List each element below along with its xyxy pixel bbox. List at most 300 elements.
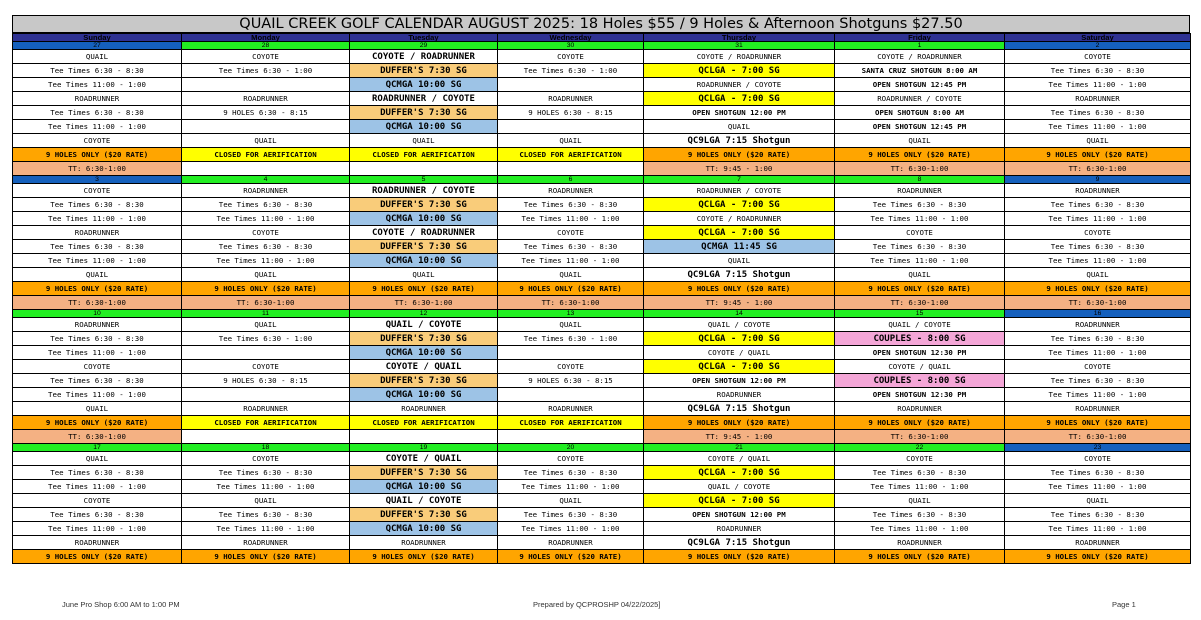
schedule-cell: OPEN SHOTGUN 12:30 PM <box>835 388 1005 402</box>
schedule-cell: Tee Times 6:30 - 8:30 <box>13 374 182 388</box>
schedule-row <box>13 198 1191 212</box>
schedule-cell: TT: 6:30-1:00 <box>13 296 182 310</box>
schedule-cell: QCMGA 10:00 SG <box>350 388 498 402</box>
schedule-cell: QUAIL <box>350 268 498 282</box>
schedule-cell: ROADRUNNER / COYOTE <box>350 184 498 198</box>
schedule-cell: ROADRUNNER <box>1005 318 1191 332</box>
schedule-cell: Tee Times 6:30 - 1:00 <box>182 64 350 78</box>
schedule-cell <box>498 120 644 134</box>
week-1-date-bar <box>13 42 1191 50</box>
date-cell[interactable]: 13 <box>498 310 644 318</box>
schedule-cell: Tee Times 6:30 - 1:00 <box>498 64 644 78</box>
schedule-cell: QCLGA - 7:00 SG <box>644 332 835 346</box>
schedule-cell: Tee Times 11:00 - 1:00 <box>13 78 182 92</box>
schedule-cell: TT: 9:45 - 1:00 <box>644 296 835 310</box>
schedule-cell: 9 HOLES ONLY ($20 RATE) <box>644 282 835 296</box>
schedule-cell: Tee Times 11:00 - 1:00 <box>182 254 350 268</box>
schedule-cell: DUFFER'S 7:30 SG <box>350 508 498 522</box>
schedule-cell: ROADRUNNER <box>498 184 644 198</box>
schedule-cell: COYOTE / QUAIL <box>644 452 835 466</box>
schedule-cell: ROADRUNNER <box>13 92 182 106</box>
schedule-cell: COYOTE <box>835 226 1005 240</box>
schedule-cell: ROADRUNNER <box>13 318 182 332</box>
schedule-row <box>13 134 1191 148</box>
date-cell[interactable]: 29 <box>350 42 498 50</box>
schedule-row <box>13 254 1191 268</box>
schedule-row <box>13 430 1191 444</box>
schedule-cell: 9 HOLES ONLY ($20 RATE) <box>182 282 350 296</box>
schedule-cell: ROADRUNNER <box>835 402 1005 416</box>
schedule-cell: 9 HOLES ONLY ($20 RATE) <box>835 148 1005 162</box>
schedule-cell: OPEN SHOTGUN 12:00 PM <box>644 374 835 388</box>
schedule-cell: COYOTE / ROADRUNNER <box>644 212 835 226</box>
schedule-cell: ROADRUNNER <box>13 226 182 240</box>
date-cell[interactable]: 3 <box>13 176 182 184</box>
schedule-cell: QUAIL <box>835 134 1005 148</box>
schedule-cell: TT: 9:45 - 1:00 <box>644 430 835 444</box>
schedule-cell: 9 HOLES ONLY ($20 RATE) <box>498 550 644 564</box>
date-cell[interactable]: 19 <box>350 444 498 452</box>
schedule-cell: 9 HOLES ONLY ($20 RATE) <box>835 550 1005 564</box>
schedule-row <box>13 346 1191 360</box>
schedule-cell: Tee Times 6:30 - 8:30 <box>1005 64 1191 78</box>
schedule-cell: Tee Times 6:30 - 8:30 <box>1005 106 1191 120</box>
schedule-cell: QUAIL <box>498 268 644 282</box>
schedule-cell <box>498 430 644 444</box>
schedule-cell: Tee Times 11:00 - 1:00 <box>13 346 182 360</box>
schedule-cell: QCLGA - 7:00 SG <box>644 494 835 508</box>
schedule-cell: COYOTE <box>498 226 644 240</box>
schedule-cell: ROADRUNNER <box>644 388 835 402</box>
schedule-cell: 9 HOLES ONLY ($20 RATE) <box>1005 550 1191 564</box>
schedule-cell <box>182 346 350 360</box>
schedule-cell: Tee Times 11:00 - 1:00 <box>13 254 182 268</box>
schedule-cell: OPEN SHOTGUN 12:45 PM <box>835 78 1005 92</box>
schedule-cell: OPEN SHOTGUN 8:00 AM <box>835 106 1005 120</box>
date-cell[interactable]: 8 <box>835 176 1005 184</box>
footer-shop-hours: June Pro Shop 6:00 AM to 1:00 PM <box>62 600 180 609</box>
schedule-cell: 9 HOLES ONLY ($20 RATE) <box>13 416 182 430</box>
schedule-row <box>13 332 1191 346</box>
schedule-cell: QCLGA - 7:00 SG <box>644 466 835 480</box>
schedule-cell: TT: 6:30-1:00 <box>350 296 498 310</box>
day-header-sunday: Sunday <box>13 34 182 42</box>
date-cell[interactable]: 15 <box>835 310 1005 318</box>
schedule-cell: ROADRUNNER <box>1005 536 1191 550</box>
schedule-cell: OPEN SHOTGUN 12:45 PM <box>835 120 1005 134</box>
schedule-cell: QUAIL <box>1005 134 1191 148</box>
schedule-cell: DUFFER'S 7:30 SG <box>350 374 498 388</box>
date-cell[interactable]: 28 <box>182 42 350 50</box>
schedule-row <box>13 416 1191 430</box>
schedule-row <box>13 162 1191 176</box>
date-cell[interactable]: 7 <box>644 176 835 184</box>
schedule-cell: QCLGA - 7:00 SG <box>644 92 835 106</box>
schedule-cell: COYOTE <box>498 360 644 374</box>
date-cell[interactable]: 16 <box>1005 310 1191 318</box>
schedule-cell: ROADRUNNER <box>182 402 350 416</box>
schedule-row <box>13 268 1191 282</box>
schedule-cell <box>182 78 350 92</box>
schedule-cell: QCMGA 10:00 SG <box>350 522 498 536</box>
schedule-cell: ROADRUNNER <box>182 92 350 106</box>
schedule-cell: COYOTE / ROADRUNNER <box>644 50 835 64</box>
schedule-cell: COYOTE <box>13 494 182 508</box>
schedule-cell: ROADRUNNER <box>835 536 1005 550</box>
schedule-cell: Tee Times 6:30 - 8:30 <box>498 198 644 212</box>
schedule-cell: TT: 6:30-1:00 <box>835 430 1005 444</box>
date-cell[interactable]: 4 <box>182 176 350 184</box>
schedule-cell: ROADRUNNER <box>13 536 182 550</box>
schedule-row <box>13 494 1191 508</box>
schedule-cell: Tee Times 11:00 - 1:00 <box>1005 522 1191 536</box>
schedule-cell: ROADRUNNER <box>498 92 644 106</box>
schedule-cell: ROADRUNNER <box>498 536 644 550</box>
schedule-cell <box>498 388 644 402</box>
schedule-cell: COYOTE <box>1005 226 1191 240</box>
week-2-date-bar <box>13 176 1191 184</box>
schedule-cell: Tee Times 6:30 - 8:30 <box>835 198 1005 212</box>
schedule-cell: QUAIL <box>498 494 644 508</box>
date-cell[interactable]: 12 <box>350 310 498 318</box>
schedule-cell: Tee Times 6:30 - 8:30 <box>1005 240 1191 254</box>
schedule-cell: COYOTE / QUAIL <box>644 346 835 360</box>
schedule-cell: ROADRUNNER / COYOTE <box>644 78 835 92</box>
schedule-cell: CLOSED FOR AERIFICATION <box>182 148 350 162</box>
date-cell[interactable]: 10 <box>13 310 182 318</box>
date-cell[interactable]: 31 <box>644 42 835 50</box>
footer-page-number: Page 1 <box>1112 600 1136 609</box>
day-header-friday: Friday <box>835 34 1005 42</box>
schedule-cell: Tee Times 11:00 - 1:00 <box>835 522 1005 536</box>
date-cell[interactable]: 9 <box>1005 176 1191 184</box>
schedule-cell: COUPLES - 8:00 SG <box>835 332 1005 346</box>
schedule-cell <box>498 78 644 92</box>
schedule-cell: QUAIL <box>13 268 182 282</box>
schedule-cell: QUAIL / COYOTE <box>350 494 498 508</box>
schedule-cell: QUAIL / COYOTE <box>644 480 835 494</box>
schedule-cell: 9 HOLES ONLY ($20 RATE) <box>835 282 1005 296</box>
schedule-row <box>13 50 1191 64</box>
schedule-cell: QUAIL <box>182 318 350 332</box>
date-cell[interactable]: 23 <box>1005 444 1191 452</box>
schedule-cell <box>498 162 644 176</box>
schedule-row <box>13 466 1191 480</box>
schedule-cell: 9 HOLES ONLY ($20 RATE) <box>182 550 350 564</box>
date-cell[interactable]: 30 <box>498 42 644 50</box>
schedule-cell: 9 HOLES 6:30 - 8:15 <box>182 106 350 120</box>
date-cell[interactable]: 22 <box>835 444 1005 452</box>
schedule-cell: DUFFER'S 7:30 SG <box>350 466 498 480</box>
schedule-cell <box>350 430 498 444</box>
schedule-cell: ROADRUNNER <box>835 184 1005 198</box>
schedule-cell: Tee Times 6:30 - 8:30 <box>182 198 350 212</box>
schedule-cell: CLOSED FOR AERIFICATION <box>498 416 644 430</box>
schedule-cell: OPEN SHOTGUN 12:30 PM <box>835 346 1005 360</box>
schedule-row <box>13 452 1191 466</box>
schedule-cell: 9 HOLES 6:30 - 8:15 <box>498 106 644 120</box>
schedule-cell: TT: 6:30-1:00 <box>835 296 1005 310</box>
schedule-cell: Tee Times 6:30 - 8:30 <box>13 240 182 254</box>
schedule-row <box>13 212 1191 226</box>
schedule-cell: ROADRUNNER <box>1005 92 1191 106</box>
schedule-cell: TT: 9:45 - 1:00 <box>644 162 835 176</box>
schedule-cell: Tee Times 6:30 - 8:30 <box>13 198 182 212</box>
date-cell[interactable]: 14 <box>644 310 835 318</box>
schedule-cell: Tee Times 11:00 - 1:00 <box>182 480 350 494</box>
schedule-cell: QCMGA 10:00 SG <box>350 120 498 134</box>
schedule-cell: Tee Times 6:30 - 8:30 <box>498 240 644 254</box>
schedule-cell: QCMGA 10:00 SG <box>350 212 498 226</box>
schedule-cell: DUFFER'S 7:30 SG <box>350 240 498 254</box>
schedule-cell: ROADRUNNER <box>498 402 644 416</box>
schedule-cell: QUAIL <box>498 134 644 148</box>
schedule-cell: 9 HOLES ONLY ($20 RATE) <box>644 148 835 162</box>
schedule-row <box>13 508 1191 522</box>
week-4-date-bar <box>13 444 1191 452</box>
schedule-cell: OPEN SHOTGUN 12:00 PM <box>644 508 835 522</box>
schedule-cell: QCLGA - 7:00 SG <box>644 198 835 212</box>
schedule-row <box>13 92 1191 106</box>
schedule-cell: 9 HOLES ONLY ($20 RATE) <box>644 550 835 564</box>
schedule-cell: QUAIL <box>644 254 835 268</box>
schedule-row <box>13 550 1191 564</box>
schedule-cell: Tee Times 6:30 - 1:00 <box>498 332 644 346</box>
schedule-cell: ROADRUNNER / COYOTE <box>350 92 498 106</box>
schedule-cell: 9 HOLES ONLY ($20 RATE) <box>1005 416 1191 430</box>
date-cell[interactable]: 27 <box>13 42 182 50</box>
schedule-cell: Tee Times 11:00 - 1:00 <box>182 522 350 536</box>
schedule-cell: Tee Times 6:30 - 8:30 <box>1005 508 1191 522</box>
schedule-cell: ROADRUNNER / COYOTE <box>835 92 1005 106</box>
schedule-cell <box>182 120 350 134</box>
schedule-cell: QCMGA 11:45 SG <box>644 240 835 254</box>
schedule-cell: Tee Times 6:30 - 8:30 <box>182 466 350 480</box>
schedule-cell: Tee Times 11:00 - 1:00 <box>1005 346 1191 360</box>
schedule-cell: Tee Times 11:00 - 1:00 <box>835 480 1005 494</box>
schedule-row <box>13 226 1191 240</box>
schedule-row <box>13 296 1191 310</box>
schedule-cell: COYOTE / QUAIL <box>350 360 498 374</box>
schedule-cell: COYOTE <box>13 184 182 198</box>
schedule-cell: COYOTE <box>13 360 182 374</box>
schedule-cell: Tee Times 11:00 - 1:00 <box>1005 254 1191 268</box>
schedule-cell: Tee Times 6:30 - 1:00 <box>182 332 350 346</box>
schedule-row <box>13 374 1191 388</box>
schedule-row <box>13 240 1191 254</box>
schedule-cell: CLOSED FOR AERIFICATION <box>350 416 498 430</box>
schedule-cell: QCLGA - 7:00 SG <box>644 226 835 240</box>
schedule-cell: QUAIL <box>182 268 350 282</box>
schedule-cell: QC9LGA 7:15 Shotgun <box>644 134 835 148</box>
schedule-cell: Tee Times 11:00 - 1:00 <box>13 212 182 226</box>
schedule-cell: Tee Times 11:00 - 1:00 <box>1005 480 1191 494</box>
day-header-saturday: Saturday <box>1005 34 1191 42</box>
schedule-cell: TT: 6:30-1:00 <box>1005 162 1191 176</box>
schedule-cell: COYOTE <box>13 134 182 148</box>
schedule-cell: Tee Times 11:00 - 1:00 <box>13 522 182 536</box>
schedule-cell: ROADRUNNER <box>350 402 498 416</box>
schedule-cell: QUAIL / COYOTE <box>835 318 1005 332</box>
schedule-cell: Tee Times 11:00 - 1:00 <box>13 120 182 134</box>
schedule-cell <box>350 162 498 176</box>
date-cell[interactable]: 21 <box>644 444 835 452</box>
schedule-cell: Tee Times 11:00 - 1:00 <box>498 254 644 268</box>
schedule-cell: TT: 6:30-1:00 <box>1005 430 1191 444</box>
schedule-cell: 9 HOLES ONLY ($20 RATE) <box>350 550 498 564</box>
day-header-row <box>13 34 1191 42</box>
schedule-cell: QCLGA - 7:00 SG <box>644 360 835 374</box>
schedule-cell: Tee Times 6:30 - 8:30 <box>835 466 1005 480</box>
schedule-cell: 9 HOLES ONLY ($20 RATE) <box>1005 148 1191 162</box>
schedule-cell: COYOTE <box>182 226 350 240</box>
calendar-title: QUAIL CREEK GOLF CALENDAR AUGUST 2025: 18 Holes $55 / 9 Holes & Afternoon Shotguns $27.50 <box>12 15 1190 33</box>
schedule-cell: Tee Times 6:30 - 8:30 <box>1005 332 1191 346</box>
schedule-cell: ROADRUNNER <box>644 522 835 536</box>
schedule-cell: DUFFER'S 7:30 SG <box>350 332 498 346</box>
schedule-cell: QUAIL / COYOTE <box>644 318 835 332</box>
schedule-cell: DUFFER'S 7:30 SG <box>350 106 498 120</box>
schedule-cell: Tee Times 11:00 - 1:00 <box>835 254 1005 268</box>
schedule-cell: QCMGA 10:00 SG <box>350 78 498 92</box>
date-cell[interactable]: 11 <box>182 310 350 318</box>
schedule-cell: Tee Times 11:00 - 1:00 <box>13 480 182 494</box>
schedule-cell: ROADRUNNER <box>1005 184 1191 198</box>
schedule-cell: 9 HOLES ONLY ($20 RATE) <box>1005 282 1191 296</box>
schedule-cell: Tee Times 11:00 - 1:00 <box>498 212 644 226</box>
schedule-cell: TT: 6:30-1:00 <box>182 296 350 310</box>
schedule-cell: Tee Times 6:30 - 8:30 <box>13 508 182 522</box>
schedule-cell <box>182 388 350 402</box>
schedule-cell: 9 HOLES ONLY ($20 RATE) <box>13 282 182 296</box>
schedule-cell: COYOTE / QUAIL <box>350 452 498 466</box>
schedule-row <box>13 318 1191 332</box>
schedule-row <box>13 388 1191 402</box>
schedule-cell: CLOSED FOR AERIFICATION <box>350 148 498 162</box>
schedule-cell: QUAIL <box>13 402 182 416</box>
schedule-cell: Tee Times 11:00 - 1:00 <box>498 480 644 494</box>
date-cell[interactable]: 18 <box>182 444 350 452</box>
schedule-row <box>13 106 1191 120</box>
footer-prepared-by: Prepared by QCPROSHP 04/22/2025] <box>533 600 661 609</box>
schedule-cell: DUFFER'S 7:30 SG <box>350 198 498 212</box>
schedule-cell: QCMGA 10:00 SG <box>350 346 498 360</box>
schedule-cell: QCMGA 10:00 SG <box>350 254 498 268</box>
schedule-cell: ROADRUNNER <box>182 536 350 550</box>
schedule-cell: Tee Times 6:30 - 8:30 <box>13 64 182 78</box>
schedule-cell: Tee Times 11:00 - 1:00 <box>835 212 1005 226</box>
schedule-cell: COYOTE <box>1005 360 1191 374</box>
schedule-cell: QUAIL <box>498 318 644 332</box>
week-3-date-bar <box>13 310 1191 318</box>
schedule-cell: QUAIL <box>182 134 350 148</box>
schedule-cell: COYOTE / ROADRUNNER <box>350 226 498 240</box>
schedule-cell: 9 HOLES ONLY ($20 RATE) <box>13 550 182 564</box>
day-header-wednesday: Wednesday <box>498 34 644 42</box>
schedule-cell: COYOTE <box>182 452 350 466</box>
schedule-cell: Tee Times 11:00 - 1:00 <box>1005 78 1191 92</box>
schedule-cell: COUPLES - 8:00 SG <box>835 374 1005 388</box>
schedule-row <box>13 536 1191 550</box>
schedule-cell: Tee Times 6:30 - 8:30 <box>1005 466 1191 480</box>
date-cell[interactable]: 6 <box>498 176 644 184</box>
schedule-row <box>13 148 1191 162</box>
schedule-cell: CLOSED FOR AERIFICATION <box>182 416 350 430</box>
schedule-cell: Tee Times 6:30 - 8:30 <box>13 466 182 480</box>
day-header-monday: Monday <box>182 34 350 42</box>
schedule-cell: Tee Times 6:30 - 8:30 <box>835 240 1005 254</box>
date-cell[interactable]: 1 <box>835 42 1005 50</box>
schedule-cell: QC9LGA 7:15 Shotgun <box>644 402 835 416</box>
schedule-row <box>13 64 1191 78</box>
schedule-row <box>13 480 1191 494</box>
schedule-cell: COYOTE <box>498 452 644 466</box>
schedule-cell: Tee Times 11:00 - 1:00 <box>182 212 350 226</box>
date-cell[interactable]: 17 <box>13 444 182 452</box>
schedule-cell: Tee Times 11:00 - 1:00 <box>13 388 182 402</box>
schedule-row <box>13 120 1191 134</box>
schedule-cell: QUAIL <box>182 494 350 508</box>
schedule-cell: 9 HOLES 6:30 - 8:15 <box>182 374 350 388</box>
schedule-cell: 9 HOLES ONLY ($20 RATE) <box>13 148 182 162</box>
schedule-row <box>13 78 1191 92</box>
schedule-cell: Tee Times 6:30 - 8:30 <box>182 508 350 522</box>
schedule-cell: QC9LGA 7:15 Shotgun <box>644 536 835 550</box>
schedule-cell: QUAIL <box>13 50 182 64</box>
schedule-cell: QUAIL <box>835 268 1005 282</box>
schedule-cell: COYOTE <box>498 50 644 64</box>
calendar-grid <box>12 33 1191 564</box>
schedule-cell: QC9LGA 7:15 Shotgun <box>644 268 835 282</box>
schedule-cell: Tee Times 11:00 - 1:00 <box>1005 120 1191 134</box>
schedule-cell: COYOTE / ROADRUNNER <box>835 50 1005 64</box>
date-cell[interactable]: 5 <box>350 176 498 184</box>
schedule-cell: 9 HOLES ONLY ($20 RATE) <box>835 416 1005 430</box>
schedule-cell: COYOTE / QUAIL <box>835 360 1005 374</box>
schedule-cell: TT: 6:30-1:00 <box>13 162 182 176</box>
schedule-cell: 9 HOLES ONLY ($20 RATE) <box>350 282 498 296</box>
schedule-cell: 9 HOLES ONLY ($20 RATE) <box>498 282 644 296</box>
schedule-cell: Tee Times 6:30 - 8:30 <box>498 508 644 522</box>
schedule-cell: Tee Times 6:30 - 8:30 <box>835 508 1005 522</box>
schedule-cell: Tee Times 6:30 - 8:30 <box>13 332 182 346</box>
schedule-cell: Tee Times 6:30 - 8:30 <box>13 106 182 120</box>
schedule-cell: ROADRUNNER <box>1005 402 1191 416</box>
schedule-cell: Tee Times 11:00 - 1:00 <box>1005 212 1191 226</box>
schedule-cell: Tee Times 6:30 - 8:30 <box>182 240 350 254</box>
date-cell[interactable]: 2 <box>1005 42 1191 50</box>
schedule-cell: TT: 6:30-1:00 <box>835 162 1005 176</box>
schedule-cell: Tee Times 6:30 - 8:30 <box>1005 374 1191 388</box>
schedule-cell: Tee Times 11:00 - 1:00 <box>498 522 644 536</box>
schedule-cell: ROADRUNNER <box>182 184 350 198</box>
schedule-cell: COYOTE <box>1005 452 1191 466</box>
schedule-cell: 9 HOLES 6:30 - 8:15 <box>498 374 644 388</box>
schedule-cell <box>182 162 350 176</box>
schedule-row <box>13 184 1191 198</box>
schedule-cell: ROADRUNNER / COYOTE <box>644 184 835 198</box>
schedule-cell: COYOTE <box>835 452 1005 466</box>
schedule-cell <box>498 346 644 360</box>
schedule-cell: Tee Times 6:30 - 8:30 <box>498 466 644 480</box>
schedule-cell: SANTA CRUZ SHOTGUN 8:00 AM <box>835 64 1005 78</box>
schedule-cell: TT: 6:30-1:00 <box>1005 296 1191 310</box>
schedule-row <box>13 522 1191 536</box>
schedule-cell: QUAIL <box>644 120 835 134</box>
schedule-cell <box>182 430 350 444</box>
date-cell[interactable]: 20 <box>498 444 644 452</box>
schedule-cell: ROADRUNNER <box>350 536 498 550</box>
